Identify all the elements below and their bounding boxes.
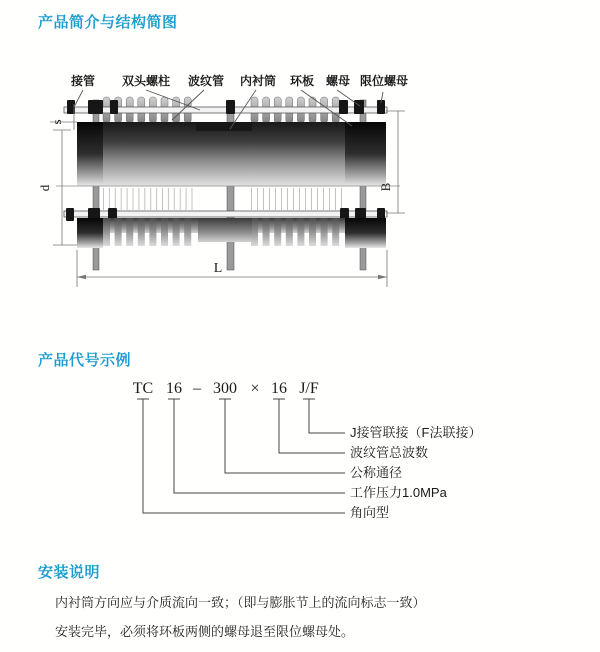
callout-connection: J接管联接（F法联接） — [350, 425, 482, 440]
pipe-end-left — [77, 122, 103, 186]
code-segment-connection: J/F — [299, 380, 319, 397]
section-title-intro: 产品简介与结构简图 — [38, 14, 178, 31]
code-segment-dash: – — [193, 380, 201, 397]
dim-label-d: d — [37, 184, 52, 192]
code-segment-type: TC — [132, 380, 154, 397]
pipe-end-right — [345, 122, 386, 186]
dim-label-s: s — [49, 119, 64, 125]
part-label-bellows: 波纹管 — [187, 74, 225, 88]
structure-diagram — [0, 58, 600, 308]
part-label-nut: 螺母 — [325, 74, 351, 88]
callout-labels — [350, 425, 481, 520]
dim-label-l: L — [213, 261, 223, 276]
install-note-line-1: 内衬筒方向应与介质流向一致；（即与膨胀节上的流向标志一致） — [55, 595, 426, 610]
bellows-section-lines-right — [252, 188, 342, 210]
code-breakdown-diagram — [0, 370, 600, 540]
part-labels — [70, 73, 408, 88]
section-title-install: 安装说明 — [38, 564, 101, 581]
install-notes — [55, 593, 535, 651]
part-label-double-stud: 双头螺柱 — [121, 74, 171, 88]
install-note-line-2: 安装完毕，必须将环板两侧的螺母退至限位螺母处。 — [55, 624, 355, 639]
code-segment-pressure: 16 — [166, 380, 182, 397]
part-label-inner-liner: 内衬筒 — [239, 74, 277, 88]
liner-band — [196, 122, 252, 131]
code-segment-diameter: 300 — [213, 380, 237, 397]
part-label-connecting-pipe: 接管 — [70, 74, 96, 88]
part-label-ring-plate: 环板 — [289, 74, 315, 88]
section-title-code: 产品代号示例 — [38, 352, 132, 369]
callout-pressure: 工作压力1.0MPa — [350, 485, 447, 500]
code-segment-waves: 16 — [271, 380, 287, 397]
product-code — [133, 380, 319, 397]
callout-type: 角向型 — [350, 505, 390, 520]
dim-label-b: B — [378, 182, 393, 192]
code-segment-times: × — [250, 380, 260, 397]
bellows-section-lines-left — [104, 188, 193, 210]
part-label-limit-nut: 限位螺母 — [359, 74, 409, 88]
callout-diameter: 公称通径 — [350, 465, 403, 480]
callout-connectors — [137, 399, 345, 513]
callout-wave-count: 波纹管总波数 — [350, 445, 429, 460]
joint-body-top — [77, 122, 386, 186]
